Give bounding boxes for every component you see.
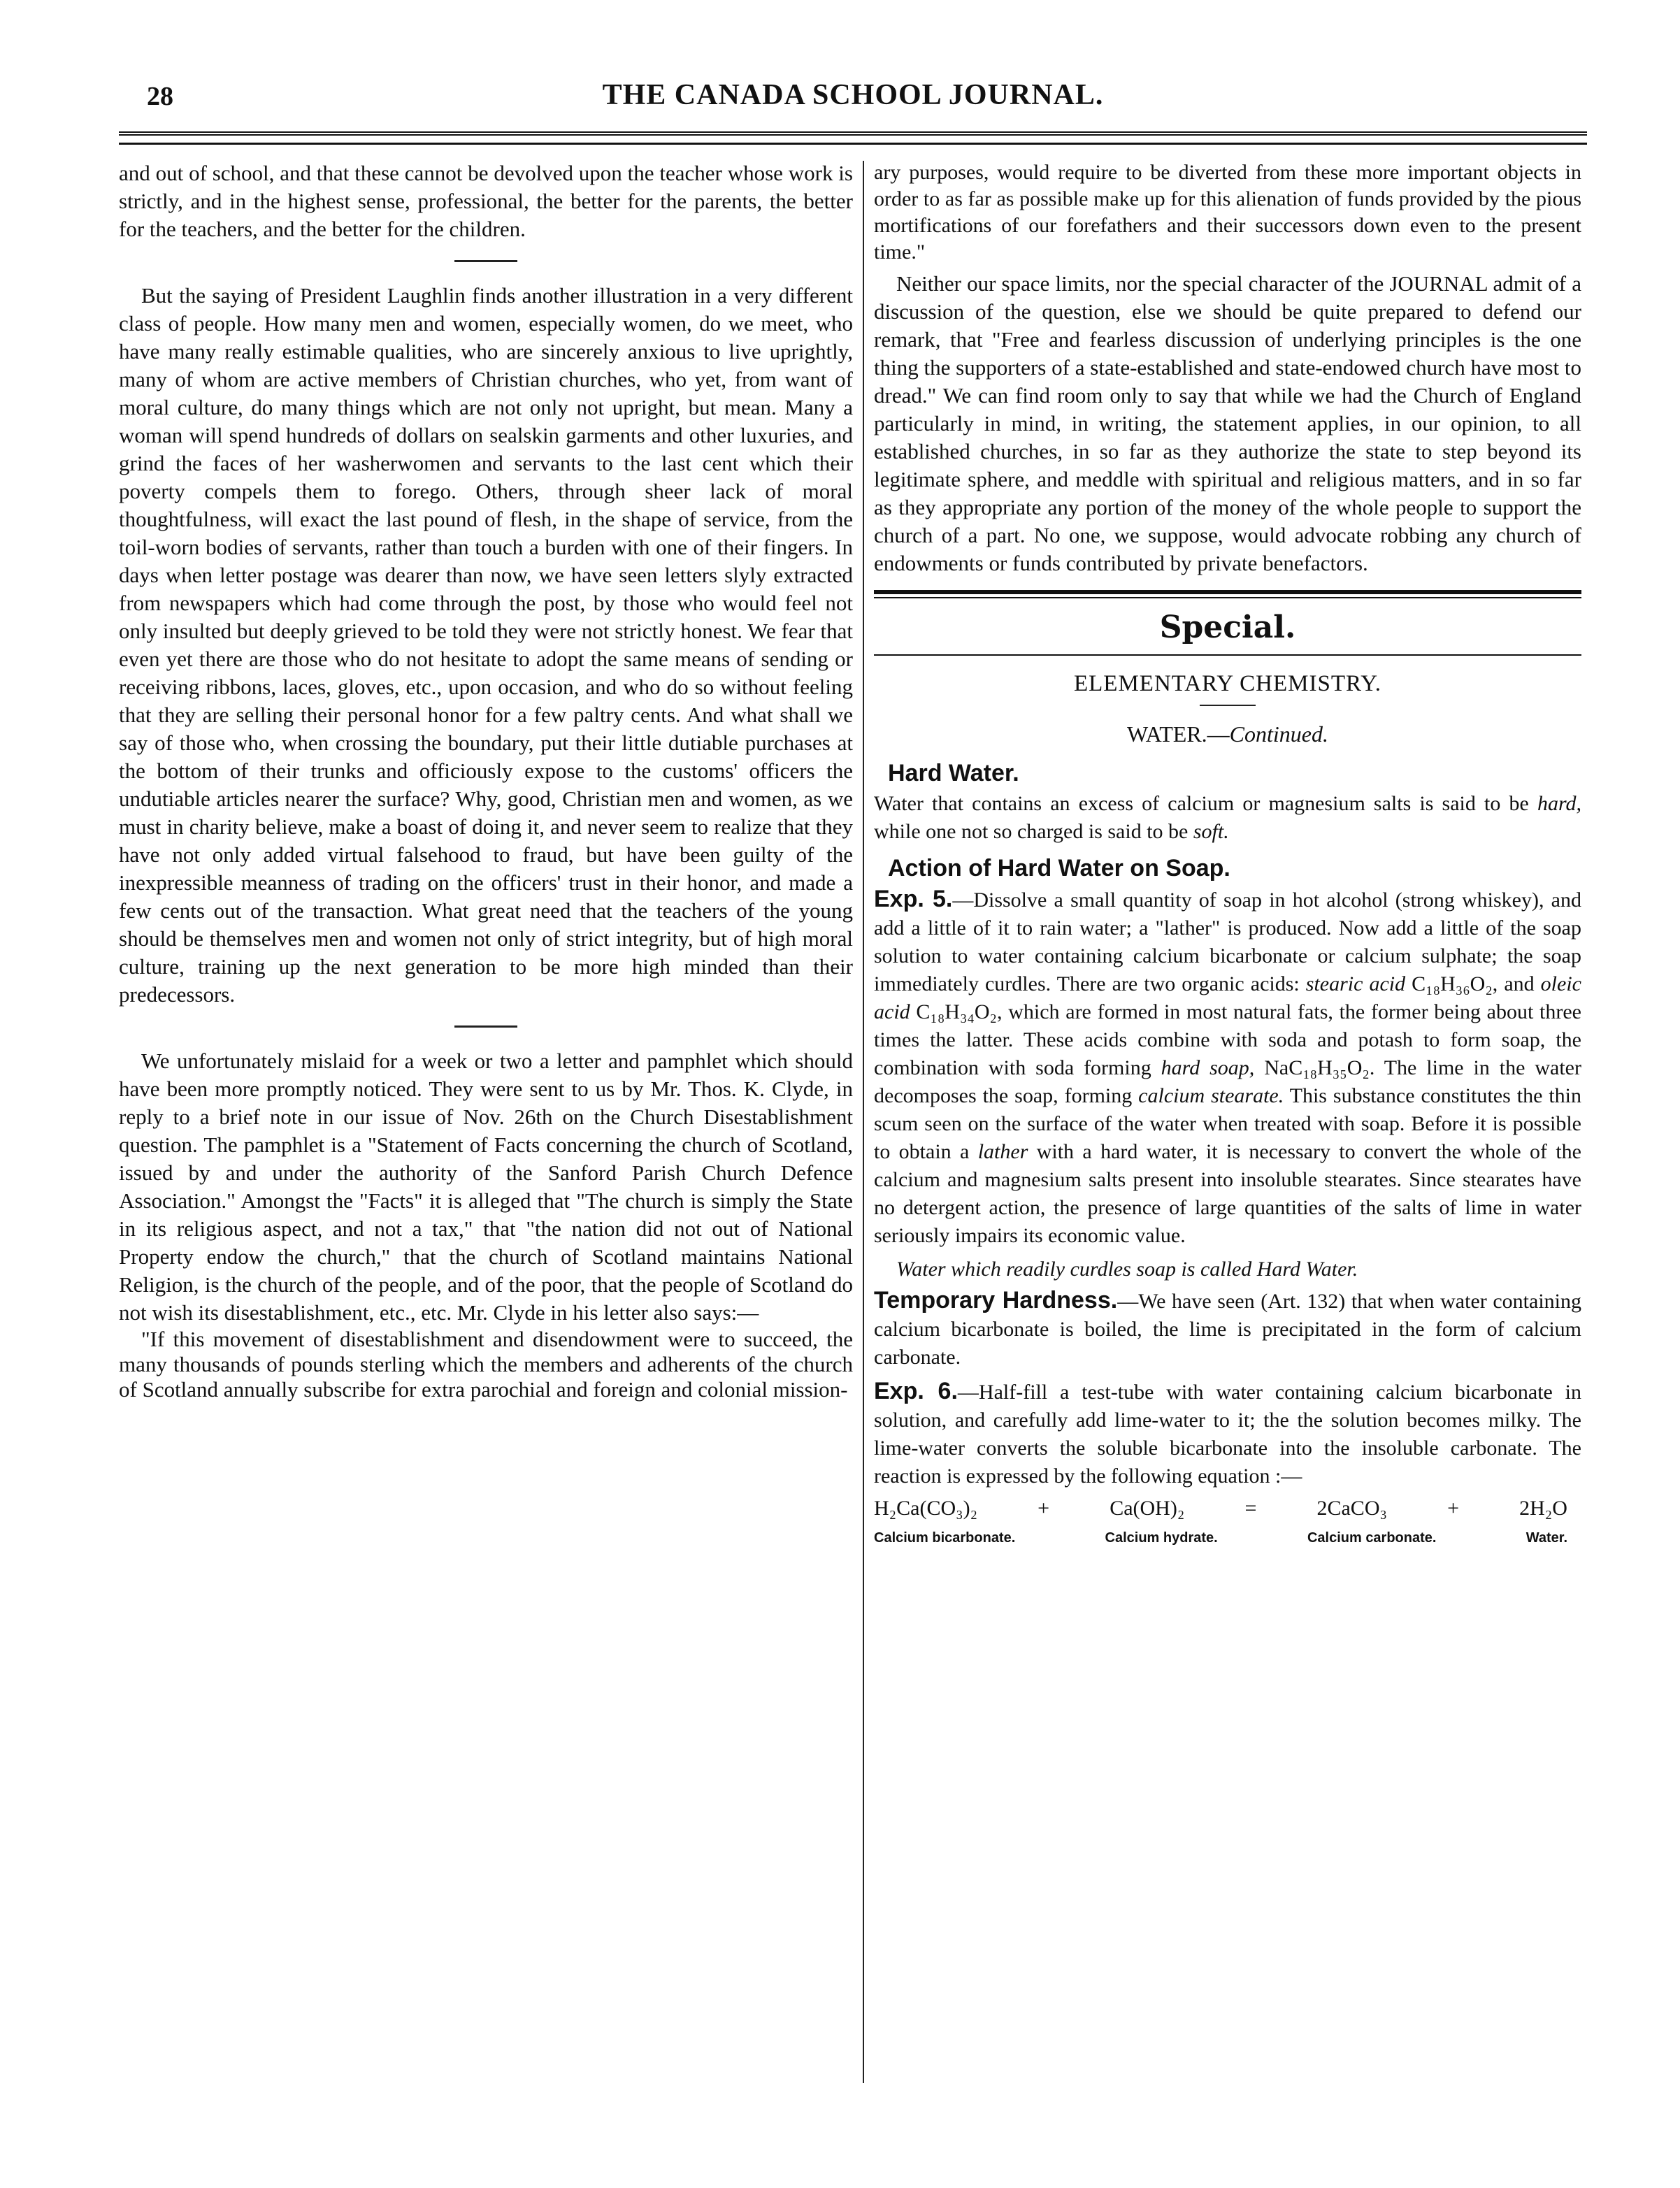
subtitle-main: WATER.— <box>1127 721 1230 747</box>
label-water: Water. <box>1525 1530 1567 1546</box>
equation-term-3: 2CaCO₃ <box>1316 1497 1387 1520</box>
section-rule <box>874 590 1581 594</box>
chemical-equation <box>874 1495 1581 1523</box>
heading-hard-water: Hard Water. <box>888 760 1019 786</box>
equation-operator-plus: + <box>1447 1497 1459 1520</box>
oleic-rest: C₁₈H₃₄O₂, which are formed in most natural fats, the former being about three times the latter. These acids combine with soda and potash to form soap, the combination with soda forming <box>874 1000 1581 1079</box>
article-subtitle <box>874 720 1581 748</box>
left-paragraph-2: But the saying of President Laughlin finds another illustration in a very different class of people. How many men and women, especially women, do we meet, who have many really estimable qualities, who are sincerely anxious to live uprightly, many of whom are active members of Christian churches, who yet, from want of moral culture, do many things which are not only not upright, but mean. Many a woman will spend hundreds of dollars on sealskin garments and other luxuries, and grind the faces of her washerwomen and servants to the last cent which their poverty compels them to forego. Others, through sheer lack of moral thoughtfulness, will exact the last pound of flesh, in the shape of service, from the toil-worn bodies of servants, rather than touch a burden with one of their fingers. In days when letter postage was dearer than now, we have seen letters slyly extracted from newspapers which had come through the post, by those who would feel not only insulted but deeply grieved to be told they were not strictly honest. We fear that even yet there are those who do not hesitate to adopt the same means of sending or receiving ribbons, laces, gloves, etc., upon occasion, and who do so without feeling that they are selling their personal honor for a few paltry cents. And what shall we say of those who, when crossing the boundary, put their little dutiable purchases at the bottom of their trunks and officiously expose to the customs' officers the undutiable articles nearer the surface? Why, good, Christian men and women, as we must in charity believe, make a boast of doing it, and never seem to realize that they have not only added virtual falsehood to fraud, but have been guilty of the inexpressible meanness of trading on the officers' trust in their honor, and made a few cents out of the transaction. What great need that the teachers of the young should be themselves men and women not only of strict integrity, but of high moral culture, training up the next generation to be more high minded than their predecessors. <box>119 283 853 1007</box>
hard-water-paragraph <box>874 790 1581 846</box>
label-calcium-carbonate: Calcium carbonate. <box>1307 1530 1437 1546</box>
left-paragraph-3: We unfortunately mislaid for a week or two a letter and pamphlet which should have been more promptly noticed. They were sent to us by Mr. Thos. K. Clyde, in reply to a brief note in our issue of Nov. 26th on the Church Disestablishment question. The pamphlet is a "Statement of Facts concerning the church of Scotland, issued by and under the authority of the Sanford Parish Church Defence Association." Amongst the "Facts" it is alleged that "The church is simply the State in its religious aspect, and not a tax," that "the nation did not out of National Property endow the church," that the church of Scotland maintains National Religion, is the church of the people, and of the poor, that the people of Scotland do not wish its disestablishment, etc., etc. Mr. Clyde in his letter also says:— <box>119 1049 853 1325</box>
right-column <box>874 159 1581 1552</box>
exp6-text: —Half-fill a test-tube with water containing calcium bicarbonate in solution, and carefully add lime-water to it; the the solution becomes milky. The lime-water converts the soluble bicarbonate into the insoluble carbonate. The reaction is expressed by the following equation :— <box>874 1381 1581 1488</box>
right-paragraph-2: Neither our space limits, nor the special character of the JOURNAL admit of a discussion of the question, else we should be quite prepared to defend our remark, that "Free and fearless discussion of underlying principles is the one thing the supporters of a state-established and state-endowed church have most to dread." We can find room only to say that while we had the Church of England particularly in mind, in writing, the statement applies, in our opinion, to all established churches, in so far as they authorize the state to step beyond its legitimate sphere, and meddle with spiritual and religious matters, and in so far as they appropriate any portion of the money of the whole people to support the church of a part. No one, we suppose, would advocate robbing any church of endowments or funds contributed by private benefactors. <box>874 271 1581 575</box>
equation-operator-equals: = <box>1244 1497 1257 1520</box>
temporary-hardness-paragraph <box>874 1286 1581 1372</box>
lather-term: lather <box>977 1140 1028 1163</box>
left-paragraph-1: and out of school, and that these cannot be devolved upon the teacher whose work is strictly, and in the highest sense, professional, the better for the parents, the better for the teachers, and the better for the children. <box>119 161 853 241</box>
special-rule <box>874 654 1581 656</box>
section-rule-thin <box>874 597 1581 598</box>
separator-rule <box>454 260 517 262</box>
column-divider <box>863 161 864 2083</box>
hard-pre: Water that contains an excess of calcium or magnesium salts is said to be <box>874 792 1537 815</box>
equation-term-2: Ca(OH)₂ <box>1110 1497 1185 1520</box>
hard-term: hard, <box>1537 792 1581 815</box>
soap-rest: NaC₁₈H₃₅O₂. The lime in the water decomposes the soap, forming <box>874 1056 1581 1107</box>
equation-labels <box>874 1524 1581 1552</box>
calcium-stearate: calcium stearate. <box>1138 1084 1284 1107</box>
label-calcium-hydrate: Calcium hydrate. <box>1105 1530 1218 1546</box>
definition-text: Water which readily curdles soap is called Hard Water. <box>896 1258 1358 1281</box>
definition <box>874 1255 1581 1283</box>
label-calcium-bicarbonate: Calcium bicarbonate. <box>874 1530 1016 1546</box>
oleic-acid: oleic acid <box>874 972 1581 1023</box>
separator-rule <box>454 1025 517 1028</box>
header-rule-thin <box>119 143 1587 145</box>
temporary-hardness-text: —We have seen (Art. 132) that when water containing calcium bicarbonate is boiled, the lime is precipitated in the form of calcium carbonate. <box>874 1290 1582 1369</box>
page-number: 28 <box>147 82 173 111</box>
stearate-rest: This substance constitutes the thin scum seen on the surface of the water when treated with soap. Before it is possible to obtain a <box>874 1084 1581 1163</box>
equation-term-4: 2H₂O <box>1519 1497 1567 1520</box>
subtitle-continued: Continued. <box>1229 721 1328 747</box>
soft-term: soft. <box>1193 820 1229 843</box>
section-heading-special: Special. <box>1159 610 1296 645</box>
exp6-label: Exp. 6. <box>874 1378 958 1404</box>
equation-operator-plus: + <box>1038 1497 1050 1520</box>
hard-soap: hard soap, <box>1161 1056 1255 1079</box>
header-rule <box>119 131 1587 136</box>
hard-mid: while one not so charged is said to be <box>874 820 1193 843</box>
stearic-formula: C₁₈H₃₆O₂, and <box>1405 972 1541 995</box>
left-quote: "If this movement of disestablishment and disendowment were to succeed, the many thousands of pounds sterling which the members and adherents of the church of Scotland annually subscribe for extra parochial and foreign and colonial mission- <box>119 1327 853 1402</box>
exp5-paragraph <box>874 885 1581 1250</box>
chemistry-section <box>874 759 1581 1552</box>
journal-title: THE CANADA SCHOOL JOURNAL. <box>602 79 1104 111</box>
lather-rest: with a hard water, it is necessary to convert the whole of the calcium and magnesium salts present into insoluble stearates. Since stearates have no detergent action, the presence of large quantities of the salts of lime in water seriously impairs its economic value. <box>874 1140 1581 1247</box>
stearic-acid: stearic acid <box>1305 972 1406 995</box>
temporary-hardness-label: Temporary Hardness. <box>874 1287 1118 1313</box>
article-title: ELEMENTARY CHEMISTRY. <box>1073 671 1382 696</box>
equation-term-1: H₂Ca(CO₃)₂ <box>874 1497 978 1520</box>
exp5-text: —Dissolve a small quantity of soap in hot alcohol (strong whiskey), and add a little of it to rain water; a "lather" is produced. Now add a little of the soap solution to water containing calcium bicarbonate or calcium sulphate; the soap immediately curdles. There are two organic acids: <box>874 888 1582 995</box>
exp6-paragraph <box>874 1377 1581 1490</box>
heading-action: Action of Hard Water on Soap. <box>888 855 1230 881</box>
exp5-label: Exp. 5. <box>874 886 953 912</box>
title-rule <box>1200 705 1256 706</box>
left-column <box>119 159 853 1402</box>
page-header <box>119 78 1587 120</box>
right-paragraph-1: ary purposes, would require to be diverted from these more important objects in order to as far as possible make up for this alienation of funds provided by the pious mortifications of our forefathers and their successors down even to the present time." <box>874 161 1581 264</box>
